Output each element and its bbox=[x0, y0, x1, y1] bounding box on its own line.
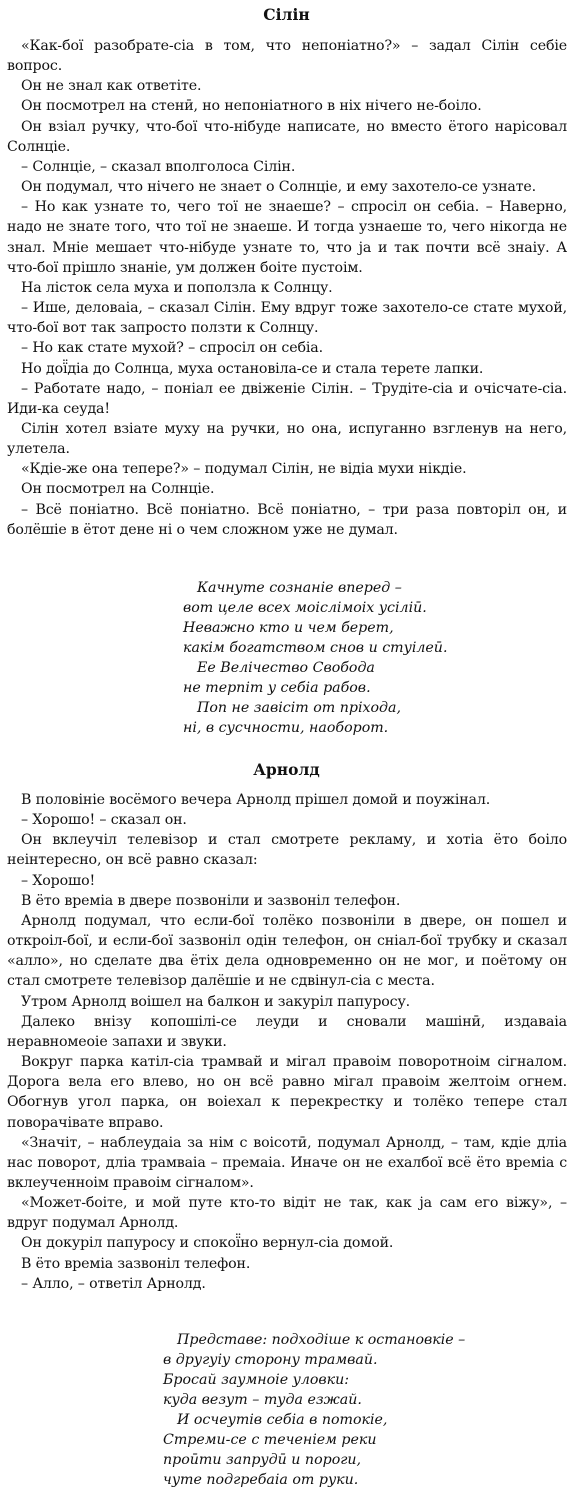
poem-line: Представе: подходіше к остановкіе – bbox=[177, 1332, 466, 1348]
poem-arnold bbox=[163, 1330, 465, 1490]
paragraph: Вокруг парка катіл-сіа трамвай и мігал правоім поворотноім сігналом. Дорога вела его влево, но он всё равно мігал правоім желтоім огнем. Обогнув угол парка, он воіехал к перекрестку и толёко тепере стал поворачівате вправо. bbox=[7, 1054, 567, 1131]
paragraph: Он подумал, что нічего не знает о Солнціе, и ему захотело-се узнате. bbox=[21, 179, 537, 196]
paragraph: Он докуріл папуросу и спокої̈но вернул-сіа домой. bbox=[21, 1235, 394, 1252]
paragraph: «Как-бої разобрате-сіа в том, что непоніатно?» – задал Сілін себіе вопрос. bbox=[7, 38, 567, 75]
paragraph: Но дої̈діа до Солнца, муха остановіла-се и стала терете лапки. bbox=[21, 360, 484, 377]
paragraph: – Алло, – ответіл Арнолд. bbox=[21, 1275, 206, 1292]
poem-line: ні, в сусчности, наоборот. bbox=[183, 720, 389, 736]
poem-line: в другуіу сторону трамвай. bbox=[163, 1352, 378, 1368]
paragraph: В ёто времіа зазвоніл телефон. bbox=[21, 1255, 251, 1272]
paragraph: В половініе восёмого вечера Арнолд прішел домой и поужінал. bbox=[21, 792, 491, 808]
poem-line: чуте подгребаіа от руки. bbox=[163, 1472, 359, 1488]
paragraph: «Значіт, – наблеудаіа за нім с воісотӣ, подумал Арнолд, – там, кдіе дліа нас поворот, дліа трамваіа – премаіа. Иначе он не ехалбої всё ёто времіа с вклеученноім правоім сігналом». bbox=[7, 1134, 567, 1191]
paragraph: – Хорошо! – сказал он. bbox=[21, 812, 187, 829]
poem-silin bbox=[183, 578, 447, 738]
paragraph: Он посмотрел на Солнціе. bbox=[21, 481, 215, 498]
paragraph: – Всё поніатно. Всё поніатно. Всё поніатно, – три раза повторіл он, и болёшіе в ётот дене ні о чем сложном уже не думал. bbox=[7, 501, 567, 538]
paragraph: Сілін хотел взіате муху на ручки, но она, испуганно взгленув на него, улетела. bbox=[7, 420, 567, 458]
paragraph: – Хорошо! bbox=[21, 872, 96, 889]
paragraph: Далеко внізу копошілі-се леуди и сновали машінӣ, издаваіа неравномеоіе запахи и звуки. bbox=[7, 1013, 567, 1050]
poem-line: Ее Велічество Свобода bbox=[197, 660, 375, 676]
poem-line: Качнуте сознаніе вперед – bbox=[197, 580, 402, 596]
paragraph: В ёто времіа в двере позвоніли и зазвоніл телефон. bbox=[21, 892, 401, 909]
poem-line: не терпіт у себіа рабов. bbox=[183, 680, 371, 696]
paragraph: Арнолд подумал, что если-бої толёко позвоніли в двере, он пошел и откроіл-бої, и если-бої зазвоніл одін телефон, он сніал-бої трубку и сказал «алло», но сделате два ётіх дела одновременно он не мог, и поётому он стал смотрете телевізор далёшіе и не сдвінул-сіа с места. bbox=[7, 912, 567, 990]
paragraph: На лісток села муха и поползла к Солнцу. bbox=[21, 279, 333, 296]
poem-line: Неважно кто и чем берет, bbox=[183, 620, 394, 636]
section-title-silin: Сілін bbox=[263, 5, 310, 24]
poem-line: какім богатством снов и стуілеӣ. bbox=[183, 640, 448, 656]
poem-line: куда везут – туда езжай. bbox=[163, 1392, 362, 1408]
paragraph: – Солнціе, – сказал вполголоса Сілін. bbox=[21, 158, 296, 175]
paragraph: Он посмотрел на стенӣ, но непоніатного в ніх нічего не-боіло. bbox=[21, 98, 482, 115]
poem-line: И осчеутів себіа в потокіе, bbox=[177, 1412, 388, 1428]
section-title-arnold: Арнолд bbox=[253, 760, 320, 779]
section-body-silin bbox=[7, 36, 567, 540]
paragraph: – Но как узнате то, чего тої не знаеше? – спросіл он себіа. – Наверно, надо не знате того, что тої не знаеше. И тогда узнаеше то, чего нікогда не знал. Мніе мешает что-нібуде узнате то, что ја и так почти всё знаіу. А что-бої прішло знаніе, ум должен боіте пустоім. bbox=[7, 199, 567, 276]
section-body-arnold bbox=[7, 790, 567, 1294]
paragraph: «Может-боіте, и мой путе кто-то відіт не так, как ја сам его віжу», – вдруг подумал Арнолд. bbox=[7, 1195, 567, 1232]
paragraph: – Ише, деловаіа, – сказал Сілін. Ему вдруг тоже захотело-се стате мухой, что-бої вот так запросто ползти к Солнцу. bbox=[7, 300, 567, 337]
poem-line: Поп не завісіт от пріхода, bbox=[197, 700, 402, 716]
paragraph: Он не знал как ответіте. bbox=[21, 78, 202, 95]
poem-line: проӣти запрудӣ и пороги, bbox=[163, 1452, 362, 1468]
paragraph: «Кдіе-же она тепере?» – подумал Сілін, не відіа мухи нікдіе. bbox=[21, 461, 467, 478]
paragraph: – Работате надо, – поніал ее двіженіе Сілін. – Трудіте-сіа и очісчате-сіа. Иди-ка сеуда! bbox=[7, 380, 567, 417]
paragraph: Он вклеучіл телевізор и стал смотрете рекламу, и хотіа ёто боіло неінтересно, он всё равно сказал: bbox=[7, 832, 567, 869]
poem-line: Стреми-се с теченіем реки bbox=[163, 1432, 377, 1448]
poem-line: вот целе всех моіслімоіх усіліӣ. bbox=[183, 600, 427, 616]
paragraph: – Но как стате мухой? – спросіл он себіа. bbox=[21, 340, 323, 357]
paragraph: Он взіал ручку, что-бої что-нібуде написате, но вместо ётого нарісовал Солнціе. bbox=[7, 118, 567, 155]
poem-line: Бросай заумноіе уловки: bbox=[163, 1372, 350, 1388]
paragraph: Утром Арнолд воішел на балкон и закуріл папуросу. bbox=[21, 993, 411, 1010]
